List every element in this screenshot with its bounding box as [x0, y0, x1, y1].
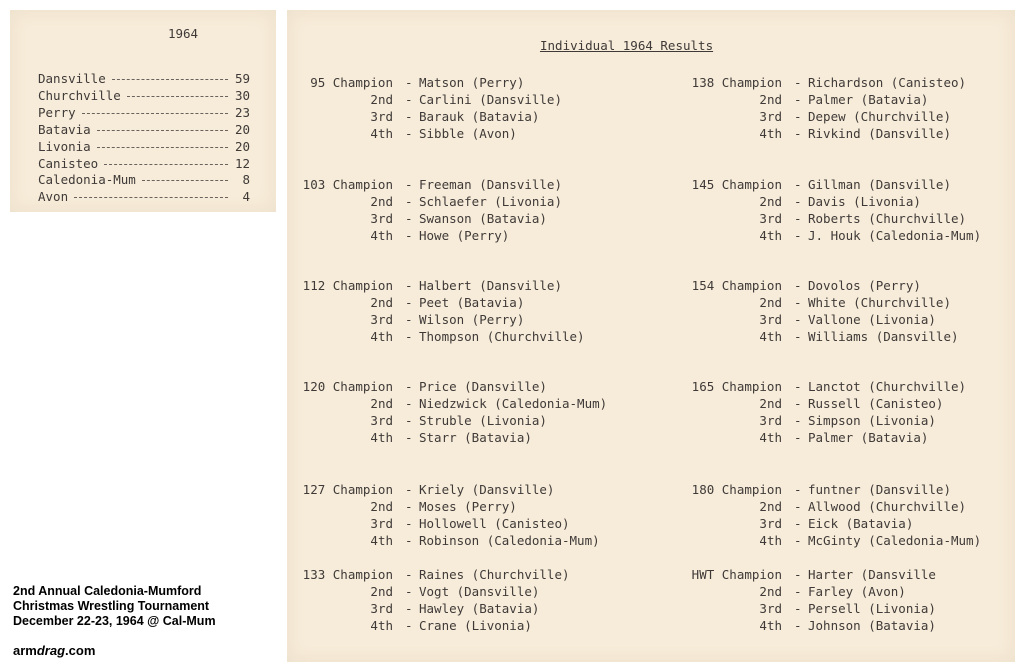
team-standing-row	[38, 87, 250, 104]
weight-class-champion-label	[295, 378, 393, 395]
team-standing-row	[38, 121, 250, 138]
wrestler-name: Peet (Batavia)	[419, 295, 525, 310]
weight-class-block	[684, 566, 1014, 634]
place-label: 4th	[370, 228, 393, 243]
team-name: Canisteo	[38, 155, 99, 171]
wrestler-name: Crane (Livonia)	[419, 618, 532, 633]
weight-class-champion-label	[684, 176, 782, 193]
wrestler-name: Schlaefer (Livonia)	[419, 194, 562, 209]
team-standing-row	[38, 138, 250, 155]
team-standing-row	[38, 188, 250, 205]
wrestler-name: Williams (Dansville)	[808, 329, 959, 344]
separator-dash: -	[405, 430, 413, 445]
separator-dash: -	[405, 126, 413, 141]
weight-class-block	[684, 277, 1014, 345]
wrestler-name: Lanctot (Churchville)	[808, 379, 967, 394]
weight-class: 138	[691, 75, 715, 90]
separator-dash: -	[405, 601, 413, 616]
wrestler-name: Palmer (Batavia)	[808, 92, 929, 107]
place-label: 3rd	[370, 109, 393, 124]
separator-dash: -	[405, 482, 413, 497]
wrestler-name: Richardson (Canisteo)	[808, 75, 967, 90]
place-label: 3rd	[370, 516, 393, 531]
wrestler-name: Niedzwick (Caledonia-Mum)	[419, 396, 608, 411]
leader-dashes	[112, 79, 228, 80]
separator-dash: -	[405, 413, 413, 428]
separator-dash: -	[405, 584, 413, 599]
caption-line-3: December 22-23, 1964 @ Cal-Mum	[13, 614, 216, 628]
separator-dash: -	[405, 312, 413, 327]
placement-row	[295, 498, 625, 515]
separator-dash: -	[794, 482, 802, 497]
separator-dash: -	[794, 516, 802, 531]
place-label: 2nd	[370, 499, 393, 514]
separator-dash: -	[794, 379, 802, 394]
placement-row	[684, 294, 1014, 311]
separator-dash: -	[794, 177, 802, 192]
placement-row	[295, 294, 625, 311]
weight-class-champion-label	[684, 566, 782, 583]
leader-dashes	[127, 96, 228, 97]
team-standings-card	[10, 10, 276, 212]
separator-dash: -	[405, 177, 413, 192]
placement-row	[295, 125, 625, 142]
weight-class: HWT	[691, 567, 715, 582]
placement-row	[684, 412, 1014, 429]
wrestler-name: Sibble (Avon)	[419, 126, 517, 141]
wrestler-name: Carlini (Dansville)	[419, 92, 562, 107]
placement-row	[684, 600, 1014, 617]
placement-row	[295, 311, 625, 328]
placement-row	[295, 600, 625, 617]
place-label: 2nd	[759, 499, 782, 514]
placement-row	[295, 328, 625, 345]
wrestler-name: Raines (Churchville)	[419, 567, 570, 582]
place-label: 2nd	[370, 584, 393, 599]
placement-row	[684, 617, 1014, 634]
placement-row	[295, 515, 625, 532]
weight-class: 112	[302, 278, 326, 293]
place-label: Champion	[721, 278, 782, 293]
placement-row	[295, 378, 625, 395]
wrestler-name: Russell (Canisteo)	[808, 396, 944, 411]
place-label: 2nd	[759, 295, 782, 310]
place-label: 2nd	[370, 92, 393, 107]
separator-dash: -	[794, 430, 802, 445]
place-label: 4th	[370, 126, 393, 141]
weight-class-block	[295, 378, 625, 446]
weight-class: 95	[310, 75, 326, 90]
separator-dash: -	[794, 601, 802, 616]
wrestler-name: Wilson (Perry)	[419, 312, 525, 327]
site-link-emphasis: drag	[36, 643, 66, 658]
placement-row	[295, 566, 625, 583]
team-name: Avon	[38, 189, 69, 205]
placement-row	[295, 74, 625, 91]
weight-class-champion-label	[295, 481, 393, 498]
separator-dash: -	[405, 618, 413, 633]
wrestler-name: Vallone (Livonia)	[808, 312, 936, 327]
team-name: Dansville	[38, 71, 106, 86]
wrestler-name: Simpson (Livonia)	[808, 413, 936, 428]
weight-class-block	[295, 74, 625, 142]
place-label: 3rd	[370, 413, 393, 428]
wrestler-name: Persell (Livonia)	[808, 601, 936, 616]
separator-dash: -	[405, 194, 413, 209]
place-label: 4th	[370, 430, 393, 445]
placement-row	[295, 176, 625, 193]
leader-dashes	[74, 197, 228, 198]
place-label: 2nd	[370, 295, 393, 310]
weight-class-champion-label	[684, 378, 782, 395]
wrestler-name: Dovolos (Perry)	[808, 278, 921, 293]
separator-dash: -	[794, 567, 802, 582]
leader-dashes	[142, 180, 228, 181]
separator-dash: -	[405, 516, 413, 531]
separator-dash: -	[405, 379, 413, 394]
separator-dash: -	[794, 92, 802, 107]
place-label: 3rd	[370, 601, 393, 616]
wrestler-name: Moses (Perry)	[419, 499, 517, 514]
weight-class-block	[295, 277, 625, 345]
separator-dash: -	[405, 295, 413, 310]
placement-row	[684, 91, 1014, 108]
place-label: Champion	[721, 75, 782, 90]
separator-dash: -	[794, 329, 802, 344]
team-score: 8	[242, 172, 250, 188]
wrestler-name: Depew (Churchville)	[808, 109, 951, 124]
wrestler-name: J. Houk (Caledonia-Mum)	[808, 228, 982, 243]
team-score: 20	[234, 121, 250, 137]
team-standing-row	[38, 70, 250, 87]
wrestler-name: Davis (Livonia)	[808, 194, 921, 209]
weight-class-block	[295, 481, 625, 549]
place-label: 2nd	[759, 584, 782, 599]
place-label: Champion	[721, 567, 782, 582]
placement-row	[684, 311, 1014, 328]
place-label: Champion	[332, 75, 393, 90]
place-label: 4th	[759, 533, 782, 548]
placement-row	[295, 532, 625, 549]
place-label: Champion	[332, 379, 393, 394]
placement-row	[684, 395, 1014, 412]
weight-class: 133	[302, 567, 326, 582]
placement-row	[295, 193, 625, 210]
place-label: 2nd	[370, 396, 393, 411]
wrestler-name: Rivkind (Dansville)	[808, 126, 951, 141]
placement-row	[684, 481, 1014, 498]
separator-dash: -	[794, 312, 802, 327]
site-link-suffix: .com	[65, 643, 96, 658]
wrestler-name: Vogt (Dansville)	[419, 584, 540, 599]
place-label: 2nd	[759, 92, 782, 107]
placement-row	[295, 91, 625, 108]
placement-row	[684, 125, 1014, 142]
wrestler-name: Johnson (Batavia)	[808, 618, 936, 633]
placement-row	[684, 429, 1014, 446]
separator-dash: -	[794, 413, 802, 428]
team-name: Perry	[38, 104, 76, 120]
placement-row	[684, 277, 1014, 294]
leader-dashes	[104, 164, 228, 165]
placement-row	[684, 108, 1014, 125]
separator-dash: -	[794, 618, 802, 633]
placement-row	[295, 227, 625, 244]
weight-class: 145	[691, 177, 715, 192]
wrestler-name: White (Churchville)	[808, 295, 951, 310]
separator-dash: -	[794, 211, 802, 226]
separator-dash: -	[794, 126, 802, 141]
separator-dash: -	[405, 211, 413, 226]
separator-dash: -	[405, 533, 413, 548]
wrestler-name: Allwood (Churchville)	[808, 499, 967, 514]
place-label: 4th	[759, 618, 782, 633]
team-name: Caledonia-Mum	[38, 172, 136, 188]
team-standings-year: 1964	[167, 26, 199, 41]
wrestler-name: McGinty (Caledonia-Mum)	[808, 533, 982, 548]
placement-row	[295, 429, 625, 446]
placement-row	[684, 210, 1014, 227]
tournament-caption	[13, 584, 216, 629]
place-label: Champion	[721, 482, 782, 497]
wrestler-name: Price (Dansville)	[419, 379, 547, 394]
wrestler-name: Matson (Perry)	[419, 75, 525, 90]
placement-row	[684, 74, 1014, 91]
weight-class-champion-label	[684, 277, 782, 294]
wrestler-name: Halbert (Dansville)	[419, 278, 562, 293]
leader-dashes	[82, 113, 228, 114]
placement-row	[684, 498, 1014, 515]
place-label: 4th	[759, 228, 782, 243]
team-score: 20	[234, 138, 250, 154]
separator-dash: -	[794, 75, 802, 90]
place-label: 4th	[759, 430, 782, 445]
wrestler-name: Swanson (Batavia)	[419, 211, 547, 226]
placement-row	[295, 395, 625, 412]
weight-class: 120	[302, 379, 326, 394]
weight-class: 103	[302, 177, 326, 192]
separator-dash: -	[405, 396, 413, 411]
weight-class: 154	[691, 278, 715, 293]
separator-dash: -	[794, 295, 802, 310]
site-link-prefix: arm	[13, 643, 37, 658]
place-label: 3rd	[370, 312, 393, 327]
placement-row	[295, 481, 625, 498]
placement-row	[684, 515, 1014, 532]
separator-dash: -	[794, 109, 802, 124]
place-label: 4th	[370, 533, 393, 548]
place-label: 4th	[370, 618, 393, 633]
weight-class-block	[684, 176, 1014, 244]
place-label: 4th	[370, 329, 393, 344]
place-label: Champion	[332, 567, 393, 582]
place-label: Champion	[721, 379, 782, 394]
weight-class-block	[295, 566, 625, 634]
team-score: 12	[234, 155, 250, 171]
place-label: 3rd	[759, 413, 782, 428]
place-label: Champion	[332, 177, 393, 192]
place-label: 3rd	[759, 109, 782, 124]
place-label: 3rd	[759, 211, 782, 226]
placement-row	[295, 617, 625, 634]
placement-row	[295, 108, 625, 125]
weight-class-block	[684, 74, 1014, 142]
placement-row	[295, 583, 625, 600]
separator-dash: -	[405, 75, 413, 90]
results-title: Individual 1964 Results	[540, 38, 714, 53]
placement-row	[684, 566, 1014, 583]
team-standing-row	[38, 155, 250, 172]
weight-class: 127	[302, 482, 326, 497]
place-label: Champion	[721, 177, 782, 192]
weight-class-block	[295, 176, 625, 244]
wrestler-name: Hawley (Batavia)	[419, 601, 540, 616]
wrestler-name: Gillman (Dansville)	[808, 177, 951, 192]
wrestler-name: Thompson (Churchville)	[419, 329, 585, 344]
separator-dash: -	[405, 109, 413, 124]
placement-row	[684, 193, 1014, 210]
team-score: 4	[242, 189, 250, 205]
wrestler-name: Starr (Batavia)	[419, 430, 532, 445]
separator-dash: -	[405, 499, 413, 514]
placement-row	[295, 210, 625, 227]
wrestler-name: Hollowell (Canisteo)	[419, 516, 570, 531]
separator-dash: -	[405, 329, 413, 344]
placement-row	[684, 328, 1014, 345]
wrestler-name: Kriely (Dansville)	[419, 482, 555, 497]
team-name: Batavia	[38, 121, 91, 137]
wrestler-name: Eick (Batavia)	[808, 516, 914, 531]
placement-row	[684, 532, 1014, 549]
placement-row	[684, 583, 1014, 600]
separator-dash: -	[794, 396, 802, 411]
place-label: 2nd	[759, 396, 782, 411]
site-link[interactable]	[13, 643, 95, 658]
separator-dash: -	[405, 228, 413, 243]
separator-dash: -	[794, 194, 802, 209]
weight-class: 180	[691, 482, 715, 497]
team-score: 30	[234, 87, 250, 103]
leader-dashes	[97, 130, 228, 131]
place-label: 3rd	[759, 516, 782, 531]
team-score: 59	[234, 71, 250, 86]
placement-row	[295, 277, 625, 294]
team-score: 23	[234, 104, 250, 120]
leader-dashes	[97, 147, 228, 148]
team-standing-row	[38, 171, 250, 188]
separator-dash: -	[794, 499, 802, 514]
weight-class-champion-label	[684, 481, 782, 498]
wrestler-name: funtner (Dansville)	[808, 482, 951, 497]
weight-class-champion-label	[295, 74, 393, 91]
weight-class: 165	[691, 379, 715, 394]
weight-class-block	[684, 481, 1014, 549]
place-label: 3rd	[759, 601, 782, 616]
weight-class-block	[684, 378, 1014, 446]
wrestler-name: Howe (Perry)	[419, 228, 510, 243]
individual-results-sheet	[287, 10, 1015, 662]
place-label: 3rd	[370, 211, 393, 226]
place-label: 4th	[759, 126, 782, 141]
place-label: Champion	[332, 278, 393, 293]
place-label: 2nd	[370, 194, 393, 209]
wrestler-name: Freeman (Dansville)	[419, 177, 562, 192]
wrestler-name: Barauk (Batavia)	[419, 109, 540, 124]
separator-dash: -	[794, 533, 802, 548]
wrestler-name: Harter (Dansville	[808, 567, 936, 582]
wrestler-name: Farley (Avon)	[808, 584, 906, 599]
wrestler-name: Robinson (Caledonia-Mum)	[419, 533, 600, 548]
separator-dash: -	[405, 567, 413, 582]
separator-dash: -	[405, 92, 413, 107]
weight-class-champion-label	[295, 176, 393, 193]
caption-line-2: Christmas Wrestling Tournament	[13, 599, 210, 613]
caption-line-1: 2nd Annual Caledonia-Mumford	[13, 584, 202, 598]
weight-class-champion-label	[295, 277, 393, 294]
team-name: Churchville	[38, 87, 121, 103]
weight-class-champion-label	[684, 74, 782, 91]
separator-dash: -	[794, 278, 802, 293]
wrestler-name: Struble (Livonia)	[419, 413, 547, 428]
place-label: 3rd	[759, 312, 782, 327]
place-label: 4th	[759, 329, 782, 344]
weight-class-champion-label	[295, 566, 393, 583]
wrestler-name: Palmer (Batavia)	[808, 430, 929, 445]
placement-row	[684, 227, 1014, 244]
separator-dash: -	[794, 228, 802, 243]
separator-dash: -	[405, 278, 413, 293]
separator-dash: -	[794, 584, 802, 599]
team-standing-row	[38, 104, 250, 121]
placement-row	[684, 176, 1014, 193]
team-name: Livonia	[38, 138, 91, 154]
place-label: 2nd	[759, 194, 782, 209]
placement-row	[684, 378, 1014, 395]
place-label: Champion	[332, 482, 393, 497]
placement-row	[295, 412, 625, 429]
wrestler-name: Roberts (Churchville)	[808, 211, 967, 226]
